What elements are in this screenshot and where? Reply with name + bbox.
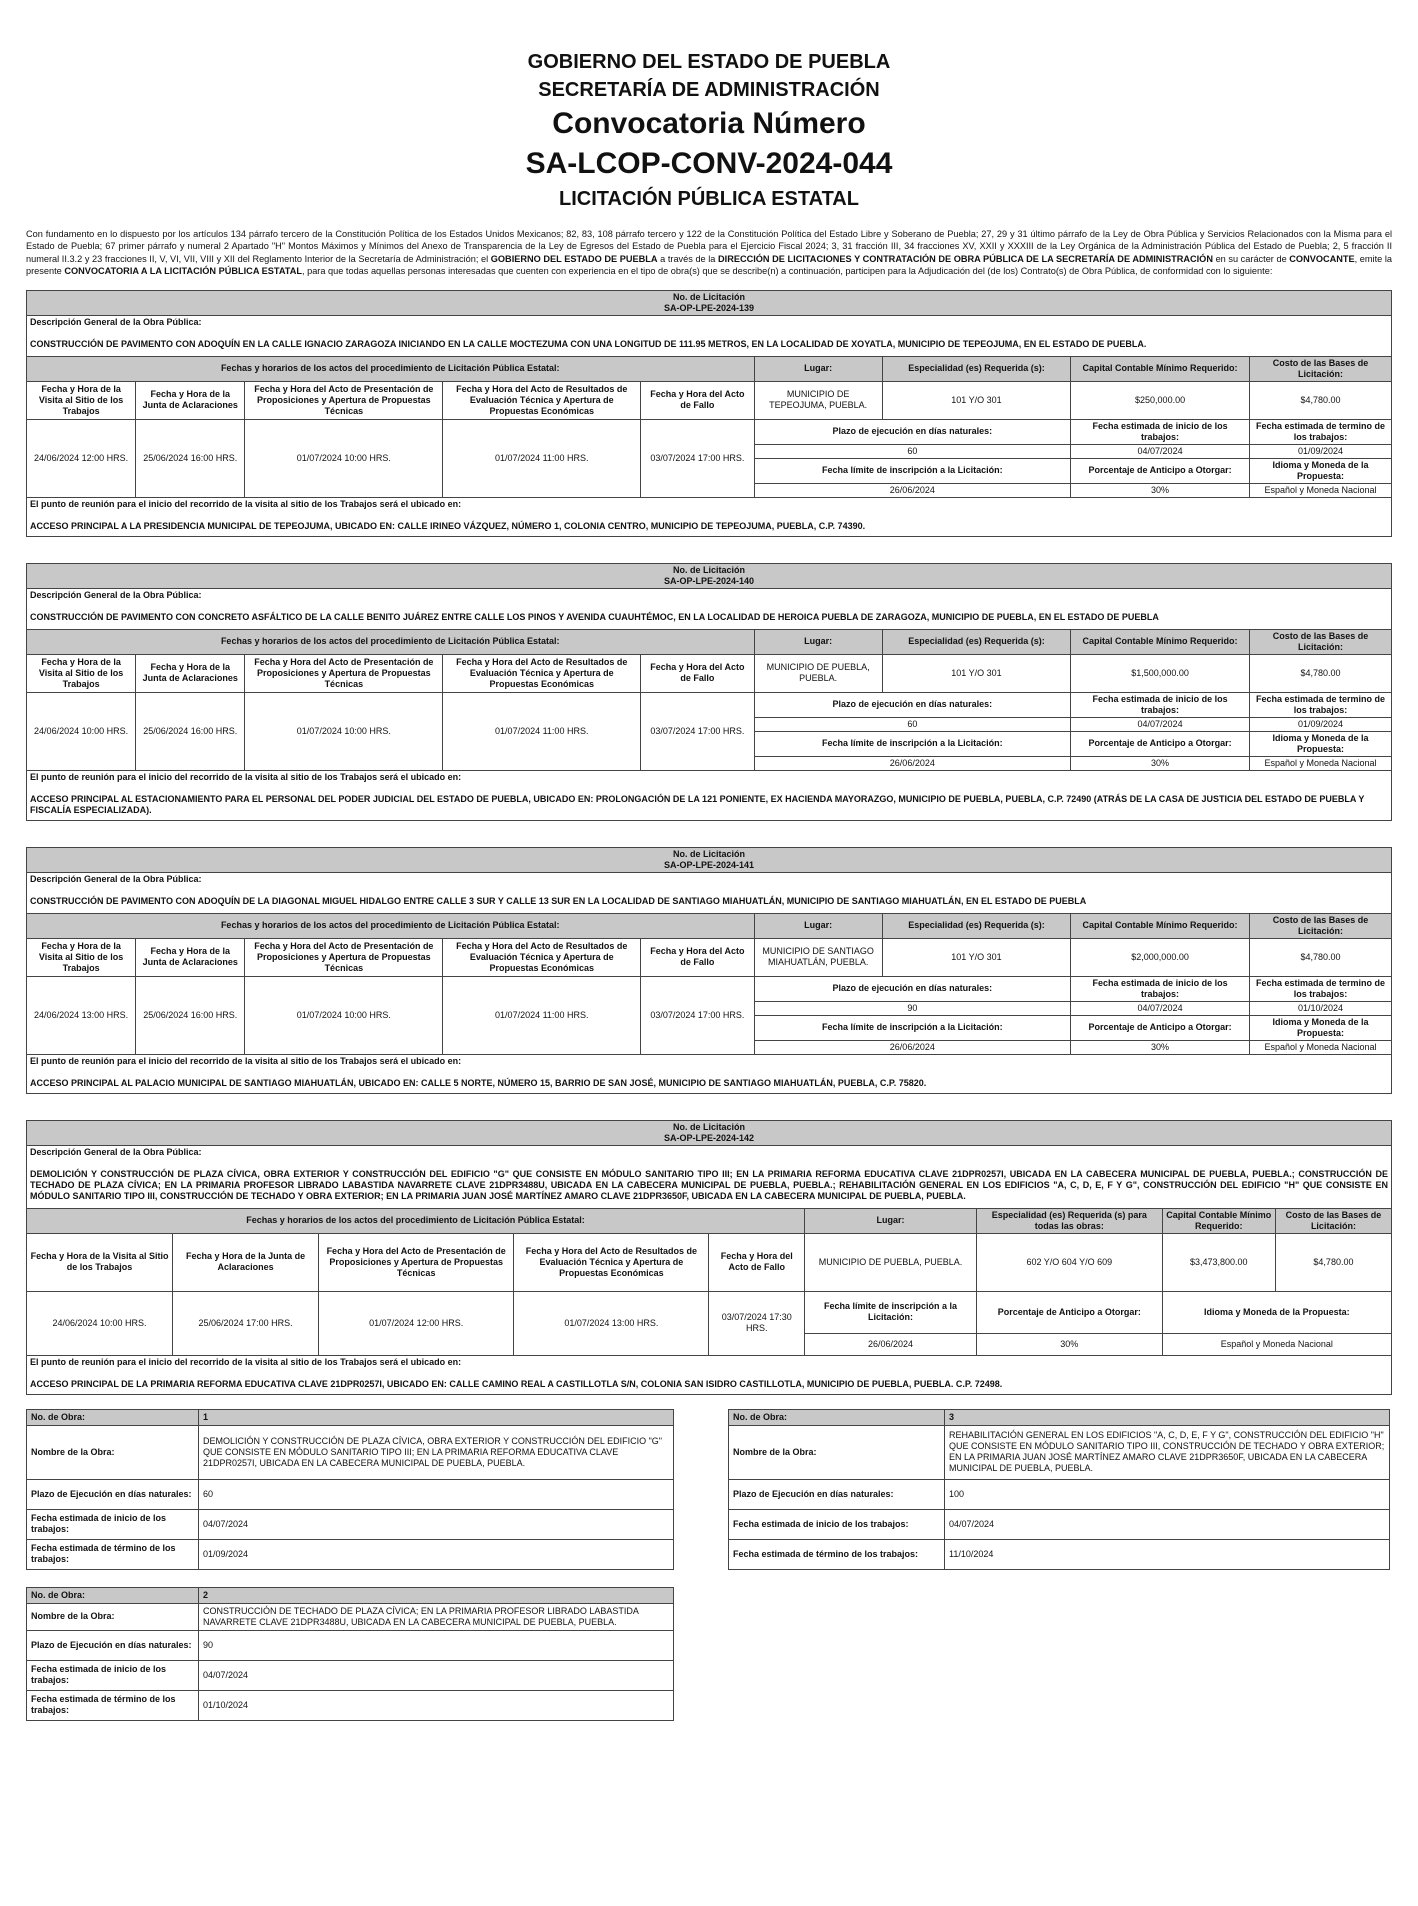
nombre-obra-label: Nombre de la Obra: [27, 1603, 199, 1630]
lugar-header: Lugar: [805, 1208, 977, 1233]
inicio-obra-label: Fecha estimada de inicio de los trabajos: [27, 1660, 199, 1690]
no-licitacion-label: No. de Licitación [672, 848, 745, 859]
intro-text-3: en su carácter de [1212, 253, 1290, 264]
resultados-value: 01/07/2024 11:00 HRS. [443, 692, 641, 770]
intro-text-1: Con fundamento en lo dispuesto por los artículos 134 párrafo tercero de la Constitución Política de los Estados Unidos Mexicanos; 82, 83, 108 párrafo tercero y 122 de la Constitución Política del Estado Libre y Soberano de Puebla; 27, 29 y 31 último párrafo de la Ley de Obra Pública y Servicios Relacionados con la Misma para el Estado de Puebla; 67 primer párrafo y numeral 2 Apartado "H" Montos Máximos y Mínimos del Anexo de Transparencia de la Ley de Egresos del Estado de Puebla para el Ejercicio Fiscal 2024; 3, 31 fracción III, 34 fracciones XV, XXII y XXXIII de la Ley Orgánica de la Administración Pública del Estado de Puebla; 2, 5 fracción II numeral II.3.2 y 23 fracciones II, V, VI, VII, VIII y XII del Reglamento Interior de la Secretaría de Administración; el [26, 229, 1392, 264]
nombre-obra-value: DEMOLICIÓN Y CONSTRUCCIÓN DE PLAZA CÍVICA, OBRA EXTERIOR Y CONSTRUCCIÓN DEL EDIFICIO "G" QUE CONSISTE EN MÓDULO SANITARIO TIPO III; EN LA PRIMARIA REFORMA EDUCATIVA CLAVE 21DPR0257I, UBICADA EN LA CABECERA MUNICIPAL DE PUEBLA, PUEBLA. [199, 1425, 674, 1479]
header-gobierno: GOBIERNO DEL ESTADO DE PUEBLA [527, 51, 891, 73]
anticipo-value: 30% [1071, 1040, 1250, 1054]
descripcion-text: CONSTRUCCIÓN DE PAVIMENTO CON ADOQUÍN DE LA DIAGONAL MIGUEL HIDALGO ENTRE CALLE 3 SUR Y CALLE 13 SUR EN LA LOCALIDAD DE SANTIAGO MIAHUATLÁN, MUNICIPIO DE SANTIAGO MIAHUATLÁN, EN EL ESTADO DE PUEBLA [27, 886, 1392, 914]
descripcion-label: Descripción General de la Obra Pública: [27, 588, 1392, 602]
licitacion-number: SA-OP-LPE-2024-139 [663, 302, 755, 313]
termino-obra-label: Fecha estimada de término de los trabajos: [729, 1539, 945, 1569]
obra-table-3 [728, 1409, 1390, 1570]
termino-value: 01/09/2024 [1249, 444, 1391, 458]
idioma-header: Idioma y Moneda de la Propuesta: [1249, 1015, 1391, 1040]
plazo-header: Plazo de ejecución en días naturales: [754, 692, 1071, 717]
intro-text-5: , para que todas aquellas personas interesadas que cuenten con experiencia en el tipo de obra(s) que se describe(n) a continuación, participen para la Adjudicación del (de los) Contrato(s) de Obra Pública, de conformidad con lo siguiente: [301, 266, 1273, 277]
licitacion-number: SA-OP-LPE-2024-141 [663, 859, 755, 870]
visita-value: 24/06/2024 10:00 HRS. [27, 1291, 173, 1355]
fecha-visita-header: Fecha y Hora de la Visita al Sitio de los Trabajos [27, 1233, 173, 1291]
costo-header: Costo de las Bases de Licitación: [1249, 913, 1391, 938]
termino-obra-value: 01/09/2024 [199, 1539, 674, 1569]
plazo-obra-value: 100 [945, 1479, 1390, 1509]
fecha-junta-header: Fecha y Hora de la Junta de Aclaraciones [136, 654, 245, 692]
descripcion-text: CONSTRUCCIÓN DE PAVIMENTO CON CONCRETO ASFÁLTICO DE LA CALLE BENITO JUÁREZ ENTRE CALLE LOS PINOS Y AVENIDA CUAUHTÉMOC, EN LA LOCALIDAD DE HEROICA PUEBLA DE ZARAGOZA, MUNICIPIO DE PUEBLA, EN EL ESTADO DE PUEBLA [27, 602, 1392, 630]
plazo-value: 60 [754, 444, 1071, 458]
resultados-value: 01/07/2024 11:00 HRS. [443, 976, 641, 1054]
intro-bold-4: CONVOCATORIA A LA LICITACIÓN PÚBLICA ESTATAL [64, 266, 302, 277]
punto-reunion-label [27, 1054, 1392, 1068]
visita-value: 24/06/2024 10:00 HRS. [27, 692, 136, 770]
junta-value: 25/06/2024 16:00 HRS. [136, 692, 245, 770]
licitacion-number-header [27, 847, 1392, 872]
inicio-header: Fecha estimada de inicio de los trabajos: [1071, 976, 1250, 1001]
fecha-fallo-header: Fecha y Hora del Acto de Fallo [709, 1233, 805, 1291]
licitacion-number: SA-OP-LPE-2024-140 [663, 575, 755, 586]
descripcion-text: CONSTRUCCIÓN DE PAVIMENTO CON ADOQUÍN EN LA CALLE IGNACIO ZARAGOZA INICIANDO EN LA CALLE MOCTEZUMA CON UNA LONGITUD DE 111.95 METROS, EN LA LOCALIDAD DE XOYATLA, MUNICIPIO DE TEPEOJUMA, EN EL ESTADO DE PUEBLA. [27, 329, 1392, 357]
termino-header: Fecha estimada de termino de los trabajos: [1249, 419, 1391, 444]
plazo-obra-value: 90 [199, 1630, 674, 1660]
fecha-resultados-header: Fecha y Hora del Acto de Resultados de Evaluación Técnica y Apertura de Propuestas Económicas [514, 1233, 709, 1291]
costo-value: $4,780.00 [1275, 1233, 1391, 1291]
termino-header: Fecha estimada de termino de los trabajos: [1249, 976, 1391, 1001]
termino-obra-label: Fecha estimada de término de los trabajos: [27, 1690, 199, 1720]
visita-value: 24/06/2024 13:00 HRS. [27, 976, 136, 1054]
limite-value: 26/06/2024 [754, 756, 1071, 770]
inicio-obra-value: 04/07/2024 [199, 1509, 674, 1539]
junta-value: 25/06/2024 17:00 HRS. [173, 1291, 319, 1355]
anticipo-value: 30% [1071, 756, 1250, 770]
punto-reunion-bold: El punto de reunión para el inicio del recorrido de la visita al sitio de los Trabajos [30, 1055, 378, 1066]
document-header [26, 0, 1392, 214]
fecha-presentacion-header: Fecha y Hora del Acto de Presentación de Proposiciones y Apertura de Propuestas Técnicas [245, 381, 443, 419]
fecha-junta-header: Fecha y Hora de la Junta de Aclaraciones [136, 381, 245, 419]
header-convocatoria-number: SA-LCOP-CONV-2024-044 [525, 147, 893, 180]
nombre-obra-label: Nombre de la Obra: [27, 1425, 199, 1479]
junta-value: 25/06/2024 16:00 HRS. [136, 419, 245, 497]
licitacion-number-header [27, 290, 1392, 315]
junta-value: 25/06/2024 16:00 HRS. [136, 976, 245, 1054]
punto-reunion-text: ACCESO PRINCIPAL AL PALACIO MUNICIPAL DE SANTIAGO MIAHUATLÁN, UBICADO EN: CALLE 5 NORTE, NÚMERO 15, BARRIO DE SAN JOSÉ, MUNICIPIO DE SANTIAGO MIAHUATLÁN, PUEBLA, C.P. 75820. [27, 1068, 1392, 1094]
presentacion-value: 01/07/2024 12:00 HRS. [319, 1291, 514, 1355]
inicio-value: 04/07/2024 [1071, 444, 1250, 458]
intro-text-4: , emite la presente [26, 253, 1392, 277]
no-licitacion-label: No. de Licitación [672, 291, 745, 302]
fecha-fallo-header: Fecha y Hora del Acto de Fallo [641, 381, 754, 419]
especialidad-value: 602 Y/O 604 Y/O 609 [977, 1233, 1163, 1291]
anticipo-header: Porcentaje de Anticipo a Otorgar: [1071, 731, 1250, 756]
termino-obra-label: Fecha estimada de término de los trabajos: [27, 1539, 199, 1569]
termino-value: 01/09/2024 [1249, 717, 1391, 731]
idioma-header: Idioma y Moneda de la Propuesta: [1162, 1291, 1391, 1333]
limite-header: Fecha límite de inscripción a la Licitación: [754, 731, 1071, 756]
inicio-obra-value: 04/07/2024 [199, 1660, 674, 1690]
resultados-value: 01/07/2024 13:00 HRS. [514, 1291, 709, 1355]
no-obra-label: No. de Obra: [27, 1587, 199, 1603]
capital-header: Capital Contable Mínimo Requerido: [1071, 913, 1250, 938]
plazo-obra-value: 60 [199, 1479, 674, 1509]
lugar-header: Lugar: [754, 629, 882, 654]
punto-reunion-rest: será el ubicado en: [377, 1055, 462, 1066]
capital-value: $2,000,000.00 [1071, 938, 1250, 976]
licitacion-number: SA-OP-LPE-2024-142 [663, 1132, 755, 1143]
fecha-fallo-header: Fecha y Hora del Acto de Fallo [641, 654, 754, 692]
nombre-obra-label: Nombre de la Obra: [729, 1425, 945, 1479]
lugar-header: Lugar: [754, 356, 882, 381]
especialidad-value: 101 Y/O 301 [882, 381, 1070, 419]
descripcion-label: Descripción General de la Obra Pública: [27, 1145, 1392, 1159]
fecha-visita-header: Fecha y Hora de la Visita al Sitio de los Trabajos [27, 654, 136, 692]
capital-value: $3,473,800.00 [1162, 1233, 1275, 1291]
idioma-value: Español y Moneda Nacional [1249, 483, 1391, 497]
lugar-value: MUNICIPIO DE PUEBLA, PUEBLA. [805, 1233, 977, 1291]
costo-header: Costo de las Bases de Licitación: [1275, 1208, 1391, 1233]
costo-header: Costo de las Bases de Licitación: [1249, 356, 1391, 381]
no-licitacion-label: No. de Licitación [672, 564, 745, 575]
fallo-value: 03/07/2024 17:00 HRS. [641, 419, 754, 497]
punto-reunion-label [27, 1355, 1392, 1369]
termino-value: 01/10/2024 [1249, 1001, 1391, 1015]
no-obra-value: 2 [199, 1587, 674, 1603]
fechas-horarios-header: Fechas y horarios de los actos del procedimiento de Licitación Pública Estatal: [27, 913, 755, 938]
obras-section [26, 1409, 1392, 1716]
capital-header: Capital Contable Mínimo Requerido: [1071, 356, 1250, 381]
obra-table-1 [26, 1409, 674, 1570]
idioma-value: Español y Moneda Nacional [1249, 1040, 1391, 1054]
no-licitacion-label: No. de Licitación [672, 1121, 745, 1132]
punto-reunion-bold: El punto de reunión para el inicio del recorrido de la visita al sitio de los Trabajos [30, 498, 378, 509]
plazo-value: 60 [754, 717, 1071, 731]
header-convocatoria-label: Convocatoria Número [552, 107, 866, 140]
inicio-value: 04/07/2024 [1071, 1001, 1250, 1015]
inicio-value: 04/07/2024 [1071, 717, 1250, 731]
capital-header: Capital Contable Mínimo Requerido: [1071, 629, 1250, 654]
limite-value: 26/06/2024 [754, 483, 1071, 497]
descripcion-label: Descripción General de la Obra Pública: [27, 315, 1392, 329]
licitacion-table-139 [26, 290, 1392, 537]
idioma-value: Español y Moneda Nacional [1249, 756, 1391, 770]
inicio-obra-label: Fecha estimada de inicio de los trabajos: [27, 1509, 199, 1539]
punto-reunion-text: ACCESO PRINCIPAL DE LA PRIMARIA REFORMA EDUCATIVA CLAVE 21DPR0257I, UBICADO EN: CALLE CAMINO REAL A CASTILLOTLA S/N, COLONIA SAN ISIDRO CASTILLOTLA, MUNICIPIO DE PUEBLA, PUEBLA. C.P. 72498. [27, 1369, 1392, 1395]
fecha-visita-header: Fecha y Hora de la Visita al Sitio de los Trabajos [27, 381, 136, 419]
plazo-obra-label: Plazo de Ejecución en días naturales: [27, 1479, 199, 1509]
obra-table-2 [26, 1587, 674, 1721]
capital-value: $250,000.00 [1071, 381, 1250, 419]
especialidad-header: Especialidad (es) Requerida (s) para todas las obras: [977, 1208, 1163, 1233]
inicio-obra-value: 04/07/2024 [945, 1509, 1390, 1539]
lugar-value: MUNICIPIO DE PUEBLA, PUEBLA. [754, 654, 882, 692]
no-obra-value: 1 [199, 1409, 674, 1425]
licitacion-number-header [27, 563, 1392, 588]
idioma-header: Idioma y Moneda de la Propuesta: [1249, 731, 1391, 756]
plazo-obra-label: Plazo de Ejecución en días naturales: [729, 1479, 945, 1509]
fechas-horarios-header: Fechas y horarios de los actos del procedimiento de Licitación Pública Estatal: [27, 356, 755, 381]
lugar-header: Lugar: [754, 913, 882, 938]
punto-reunion-text: ACCESO PRINCIPAL A LA PRESIDENCIA MUNICIPAL DE TEPEOJUMA, UBICADO EN: CALLE IRINEO VÁZQUEZ, NÚMERO 1, COLONIA CENTRO, MUNICIPIO DE TEPEOJUMA, PUEBLA, C.P. 74390. [27, 511, 1392, 537]
presentacion-value: 01/07/2024 10:00 HRS. [245, 419, 443, 497]
descripcion-text: DEMOLICIÓN Y CONSTRUCCIÓN DE PLAZA CÍVICA, OBRA EXTERIOR Y CONSTRUCCIÓN DEL EDIFICIO "G" QUE CONSISTE EN MÓDULO SANITARIO TIPO III; EN LA PRIMARIA REFORMA EDUCATIVA CLAVE 21DPR0257I, UBICADA EN LA CABECERA MUNICIPAL DE PUEBLA, PUEBLA.; CONSTRUCCIÓN DE TECHADO DE PLAZA CÍVICA; EN LA PRIMARIA PROFESOR LIBRADO LABASTIDA NAVARRETE CLAVE 21DPR3488U, UBICADA EN LA CABECERA MUNICIPAL DE PUEBLA, PUEBLA.; REHABILITACIÓN GENERAL EN LOS EDIFICIOS "A, C, D, E, F Y G", CONSTRUCCIÓN DEL EDIFICIO "H" QUE CONSISTE EN MÓDULO SANITARIO TIPO III, CONSTRUCCIÓN DE TECHADO Y OBRA EXTERIOR; EN LA PRIMARIA JUAN JOSÉ MARTÍNEZ AMARO CLAVE 21DPR3650F, UBICADA EN LA CABECERA MUNICIPAL DE PUEBLA, PUEBLA. [27, 1159, 1392, 1209]
punto-reunion-bold: El punto de reunión para el inicio del recorrido de la visita al sitio de los Trabajos [30, 1356, 378, 1367]
especialidad-header: Especialidad (es) Requerida (s): [882, 629, 1070, 654]
header-licitacion-type: LICITACIÓN PÚBLICA ESTATAL [559, 188, 859, 210]
limite-header: Fecha límite de inscripción a la Licitación: [754, 1015, 1071, 1040]
punto-reunion-label [27, 770, 1392, 784]
fallo-value: 03/07/2024 17:00 HRS. [641, 692, 754, 770]
especialidad-value: 101 Y/O 301 [882, 654, 1070, 692]
costo-value: $4,780.00 [1249, 938, 1391, 976]
intro-bold-3: CONVOCANTE [1289, 253, 1355, 264]
especialidad-header: Especialidad (es) Requerida (s): [882, 356, 1070, 381]
punto-reunion-rest: será el ubicado en: [377, 1356, 462, 1367]
costo-value: $4,780.00 [1249, 654, 1391, 692]
termino-obra-value: 01/10/2024 [199, 1690, 674, 1720]
limite-header: Fecha límite de inscripción a la Licitación: [754, 458, 1071, 483]
plazo-value: 90 [754, 1001, 1071, 1015]
punto-reunion-text: ACCESO PRINCIPAL AL ESTACIONAMIENTO PARA EL PERSONAL DEL PODER JUDICIAL DEL ESTADO DE PUEBLA, UBICADO EN: PROLONGACIÓN DE LA 121 PONIENTE, EX HACIENDA MAYORAZGO, MUNICIPIO DE PUEBLA, PUEBLA, C.P. 72490 (ATRÁS DE LA CASA DE JUSTICIA DEL ESTADO DE PUEBLA Y FISCALÍA ESPECIALIZADA). [27, 784, 1392, 821]
fecha-resultados-header: Fecha y Hora del Acto de Resultados de Evaluación Técnica y Apertura de Propuestas Económicas [443, 654, 641, 692]
intro-text-2: a través de la [657, 253, 719, 264]
descripcion-label: Descripción General de la Obra Pública: [27, 872, 1392, 886]
presentacion-value: 01/07/2024 10:00 HRS. [245, 976, 443, 1054]
inicio-header: Fecha estimada de inicio de los trabajos: [1071, 419, 1250, 444]
licitacion-table-141 [26, 847, 1392, 1094]
fecha-presentacion-header: Fecha y Hora del Acto de Presentación de Proposiciones y Apertura de Propuestas Técnicas [319, 1233, 514, 1291]
fechas-horarios-header: Fechas y horarios de los actos del procedimiento de Licitación Pública Estatal: [27, 1208, 805, 1233]
limite-value: 26/06/2024 [805, 1333, 977, 1355]
no-obra-value: 3 [945, 1409, 1390, 1425]
capital-header: Capital Contable Mínimo Requerido: [1162, 1208, 1275, 1233]
anticipo-value: 30% [1071, 483, 1250, 497]
costo-value: $4,780.00 [1249, 381, 1391, 419]
intro-paragraph [26, 228, 1392, 278]
costo-header: Costo de las Bases de Licitación: [1249, 629, 1391, 654]
punto-reunion-rest: será el ubicado en: [377, 498, 462, 509]
inicio-obra-label: Fecha estimada de inicio de los trabajos: [729, 1509, 945, 1539]
plazo-header: Plazo de ejecución en días naturales: [754, 419, 1071, 444]
intro-bold-2: DIRECCIÓN DE LICITACIONES Y CONTRATACIÓN DE OBRA PÚBLICA DE LA SECRETARÍA DE ADMINISTRACIÓN [718, 253, 1213, 264]
no-obra-label: No. de Obra: [27, 1409, 199, 1425]
visita-value: 24/06/2024 12:00 HRS. [27, 419, 136, 497]
punto-reunion-label [27, 497, 1392, 511]
termino-obra-value: 11/10/2024 [945, 1539, 1390, 1569]
capital-value: $1,500,000.00 [1071, 654, 1250, 692]
especialidad-value: 101 Y/O 301 [882, 938, 1070, 976]
idioma-value: Español y Moneda Nacional [1162, 1333, 1391, 1355]
plazo-header: Plazo de ejecución en días naturales: [754, 976, 1071, 1001]
anticipo-header: Porcentaje de Anticipo a Otorgar: [1071, 458, 1250, 483]
fecha-resultados-header: Fecha y Hora del Acto de Resultados de Evaluación Técnica y Apertura de Propuestas Económicas [443, 381, 641, 419]
licitacion-table-142 [26, 1120, 1392, 1395]
lugar-value: MUNICIPIO DE SANTIAGO MIAHUATLÁN, PUEBLA. [754, 938, 882, 976]
fechas-horarios-header: Fechas y horarios de los actos del procedimiento de Licitación Pública Estatal: [27, 629, 755, 654]
fecha-junta-header: Fecha y Hora de la Junta de Aclaraciones [136, 938, 245, 976]
nombre-obra-value: REHABILITACIÓN GENERAL EN LOS EDIFICIOS "A, C, D, E, F Y G", CONSTRUCCIÓN DEL EDIFICIO "H" QUE CONSISTE EN MÓDULO SANITARIO TIPO III, CONSTRUCCIÓN DE TECHADO Y OBRA EXTERIOR; EN LA PRIMARIA JUAN JOSÉ MARTÍNEZ AMARO CLAVE 21DPR3650F, UBICADA EN LA CABECERA MUNICIPAL DE PUEBLA, PUEBLA. [945, 1425, 1390, 1479]
fallo-value: 03/07/2024 17:00 HRS. [641, 976, 754, 1054]
anticipo-header: Porcentaje de Anticipo a Otorgar: [1071, 1015, 1250, 1040]
punto-reunion-rest: será el ubicado en: [377, 771, 462, 782]
no-obra-label: No. de Obra: [729, 1409, 945, 1425]
anticipo-value: 30% [977, 1333, 1163, 1355]
intro-bold-1: GOBIERNO DEL ESTADO DE PUEBLA [490, 253, 658, 264]
presentacion-value: 01/07/2024 10:00 HRS. [245, 692, 443, 770]
fecha-presentacion-header: Fecha y Hora del Acto de Presentación de Proposiciones y Apertura de Propuestas Técnicas [245, 654, 443, 692]
fecha-fallo-header: Fecha y Hora del Acto de Fallo [641, 938, 754, 976]
fecha-junta-header: Fecha y Hora de la Junta de Aclaraciones [173, 1233, 319, 1291]
limite-value: 26/06/2024 [754, 1040, 1071, 1054]
anticipo-header: Porcentaje de Anticipo a Otorgar: [977, 1291, 1163, 1333]
idioma-header: Idioma y Moneda de la Propuesta: [1249, 458, 1391, 483]
fecha-presentacion-header: Fecha y Hora del Acto de Presentación de Proposiciones y Apertura de Propuestas Técnicas [245, 938, 443, 976]
inicio-header: Fecha estimada de inicio de los trabajos: [1071, 692, 1250, 717]
fallo-value: 03/07/2024 17:30 HRS. [709, 1291, 805, 1355]
resultados-value: 01/07/2024 11:00 HRS. [443, 419, 641, 497]
licitacion-table-140 [26, 563, 1392, 821]
licitacion-number-header [27, 1120, 1392, 1145]
punto-reunion-bold: El punto de reunión para el inicio del recorrido de la visita al sitio de los Trabajos [30, 771, 378, 782]
especialidad-header: Especialidad (es) Requerida (s): [882, 913, 1070, 938]
limite-header: Fecha límite de inscripción a la Licitación: [805, 1291, 977, 1333]
lugar-value: MUNICIPIO DE TEPEOJUMA, PUEBLA. [754, 381, 882, 419]
header-secretaria: SECRETARÍA DE ADMINISTRACIÓN [538, 79, 880, 101]
termino-header: Fecha estimada de termino de los trabajos: [1249, 692, 1391, 717]
nombre-obra-value: CONSTRUCCIÓN DE TECHADO DE PLAZA CÍVICA; EN LA PRIMARIA PROFESOR LIBRADO LABASTIDA NAVARRETE CLAVE 21DPR3488U, UBICADA EN LA CABECERA MUNICIPAL DE PUEBLA, PUEBLA. [199, 1603, 674, 1630]
fecha-visita-header: Fecha y Hora de la Visita al Sitio de los Trabajos [27, 938, 136, 976]
fecha-resultados-header: Fecha y Hora del Acto de Resultados de Evaluación Técnica y Apertura de Propuestas Económicas [443, 938, 641, 976]
plazo-obra-label: Plazo de Ejecución en días naturales: [27, 1630, 199, 1660]
